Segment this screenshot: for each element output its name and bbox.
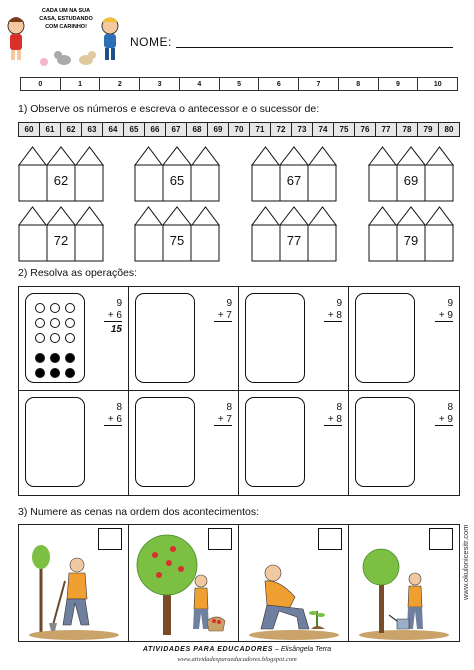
addend-top: 8	[336, 402, 342, 413]
name-input-line[interactable]	[176, 47, 453, 48]
house-center-number: 72	[53, 233, 69, 248]
sequence-cell: 62	[61, 123, 82, 136]
footer-brand: ATIVIDADES PARA EDUCADORES	[142, 646, 274, 653]
house-center-number: 77	[286, 233, 302, 248]
number-line-cell: 6	[259, 78, 299, 90]
number-line-cell: 5	[220, 78, 260, 90]
scene-apple-tree	[129, 525, 239, 641]
house-exercise	[368, 145, 454, 203]
addend-bottom: + 6	[104, 310, 122, 322]
empty-dot	[50, 318, 60, 328]
answer-drawing-box[interactable]	[25, 397, 85, 487]
number-line-cell: 8	[339, 78, 379, 90]
sequence-cell: 75	[334, 123, 355, 136]
number-line-cell: 7	[299, 78, 339, 90]
scene-man-planting	[239, 525, 349, 641]
addend-bottom: + 6	[104, 414, 122, 426]
scene-order-box[interactable]	[98, 528, 122, 550]
sequence-cell: 67	[166, 123, 187, 136]
addend-bottom: + 8	[324, 414, 342, 426]
addend-bottom: + 9	[435, 414, 453, 426]
section-2-title: 2) Resolva as operações:	[18, 267, 138, 279]
number-line-cell: 10	[433, 80, 442, 88]
watermark-url: www.okulonicesitr.com	[461, 524, 470, 600]
number-line-cell: 9	[379, 78, 419, 90]
answer-drawing-box[interactable]	[135, 293, 195, 383]
operation-cell	[349, 287, 459, 391]
addend-top: 8	[447, 402, 453, 413]
section-3-title: 3) Numere as cenas na ordem dos acontecimentos:	[18, 506, 260, 518]
sequence-cell: 76	[355, 123, 376, 136]
filled-dot	[50, 368, 60, 378]
house-exercise	[134, 145, 220, 203]
addend-top: 8	[226, 402, 232, 413]
operation-cell	[19, 391, 129, 495]
scene-young-tree	[349, 525, 459, 641]
example-result: 15	[110, 324, 122, 335]
operation-cell	[19, 287, 129, 391]
sequence-cell: 65	[124, 123, 145, 136]
sequence-cell: 60	[19, 123, 40, 136]
addend-bottom: + 8	[324, 310, 342, 322]
addend-top: 9	[447, 298, 453, 309]
house-exercise	[18, 205, 104, 263]
number-line-cell: 0	[21, 78, 61, 90]
empty-dot	[50, 303, 60, 313]
answer-drawing-box[interactable]	[25, 293, 85, 383]
sequence-cell: 79	[418, 123, 439, 136]
addend-bottom: + 7	[214, 414, 232, 426]
logo-text-line-2: CASA, ESTUDANDO	[39, 16, 93, 22]
house-exercise	[251, 145, 337, 203]
empty-dot	[65, 303, 75, 313]
sequence-cell: 72	[271, 123, 292, 136]
addend-top: 9	[116, 298, 122, 309]
footer-url[interactable]: www.atividadesparaeducadores.blogspot.com	[177, 656, 297, 663]
scene-order-box[interactable]	[318, 528, 342, 550]
number-sequence-strip	[18, 122, 460, 137]
house-center-number: 67	[286, 173, 302, 188]
house-center-number: 79	[403, 233, 419, 248]
house-exercise	[368, 205, 454, 263]
sequence-cell: 77	[376, 123, 397, 136]
logo-text-line-1: CADA UM NA SUA	[41, 8, 91, 14]
operation-cell	[129, 391, 239, 495]
house-exercise	[251, 205, 337, 263]
sequence-cell: 68	[187, 123, 208, 136]
scene-sequence-strip	[18, 524, 460, 642]
filled-dot	[65, 368, 75, 378]
sequence-cell: 71	[250, 123, 271, 136]
house-exercise	[18, 145, 104, 203]
number-line	[20, 77, 458, 91]
footer-author: – Elisângela Terra	[273, 646, 332, 653]
addend-top: 9	[336, 298, 342, 309]
empty-dot	[65, 318, 75, 328]
empty-dot	[35, 303, 45, 313]
sequence-cell: 78	[397, 123, 418, 136]
sequence-cell: 61	[40, 123, 61, 136]
scene-man-digging	[19, 525, 129, 641]
logo-kids-illustration	[4, 4, 126, 70]
name-label: NOME:	[130, 35, 172, 49]
answer-drawing-box[interactable]	[355, 397, 415, 487]
logo-text-line-3: COM CARINHO!	[45, 24, 87, 30]
sequence-cell: 69	[208, 123, 229, 136]
answer-drawing-box[interactable]	[245, 397, 305, 487]
scene-order-box[interactable]	[429, 528, 453, 550]
number-line-cell: 4	[180, 78, 220, 90]
sequence-cell: 66	[145, 123, 166, 136]
number-line-cell: 3	[140, 78, 180, 90]
empty-dot	[50, 333, 60, 343]
section-1-title: 1) Observe os números e escreva o antecessor e o sucessor de:	[18, 103, 320, 115]
house-center-number: 62	[53, 173, 69, 188]
number-line-cell: 1	[61, 78, 101, 90]
operation-cell	[239, 287, 349, 391]
house-center-number: 65	[169, 173, 185, 188]
footer-credit	[0, 646, 474, 653]
sequence-cell: 70	[229, 123, 250, 136]
empty-dot	[35, 318, 45, 328]
sequence-cell: 63	[82, 123, 103, 136]
operation-cell	[349, 391, 459, 495]
addend-bottom: + 7	[214, 310, 232, 322]
sequence-cell: 73	[292, 123, 313, 136]
sequence-cell: 80	[444, 125, 454, 134]
house-center-number: 75	[169, 233, 185, 248]
answer-drawing-box[interactable]	[355, 293, 415, 383]
house-exercise	[134, 205, 220, 263]
addend-top: 9	[226, 298, 232, 309]
answer-drawing-box[interactable]	[245, 293, 305, 383]
filled-dot	[35, 353, 45, 363]
house-center-number: 69	[403, 173, 419, 188]
addend-bottom: + 9	[435, 310, 453, 322]
addend-top: 8	[116, 402, 122, 413]
operation-cell	[129, 287, 239, 391]
number-line-cell: 2	[100, 78, 140, 90]
filled-dot	[35, 368, 45, 378]
filled-dot	[50, 353, 60, 363]
operation-cell	[239, 391, 349, 495]
scene-order-box[interactable]	[208, 528, 232, 550]
empty-dot	[35, 333, 45, 343]
sequence-cell: 64	[103, 123, 124, 136]
answer-drawing-box[interactable]	[135, 397, 195, 487]
empty-dot	[65, 333, 75, 343]
filled-dot	[65, 353, 75, 363]
operations-grid	[18, 286, 460, 496]
sequence-cell: 74	[313, 123, 334, 136]
